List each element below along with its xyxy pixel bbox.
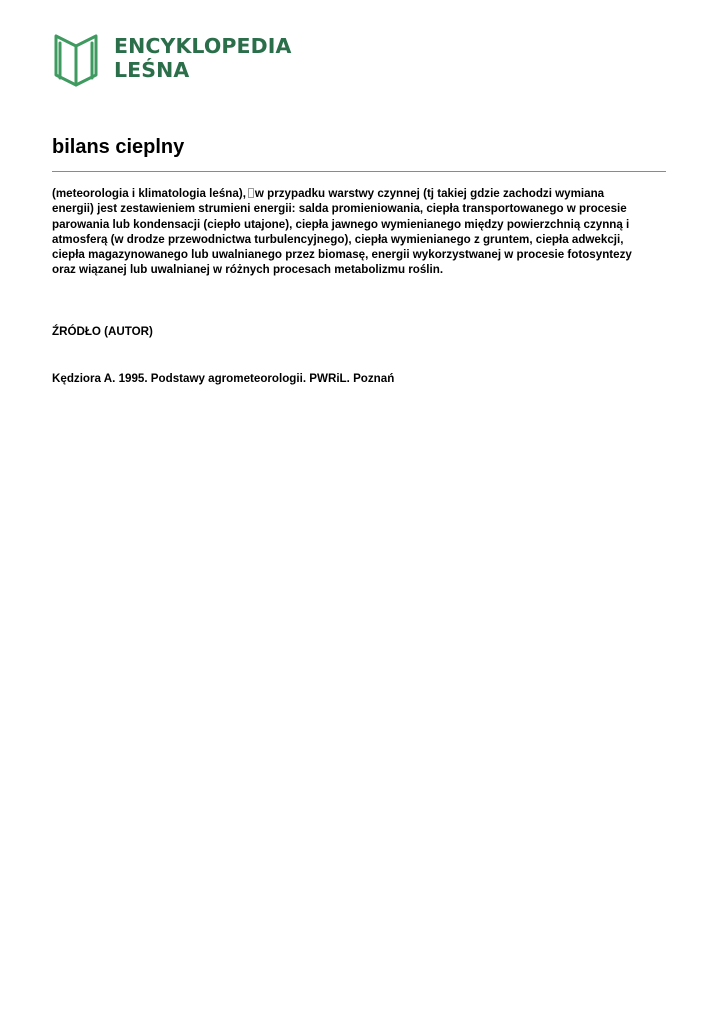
- entry-definition: [52, 186, 666, 278]
- entry-title: bilans cieplny: [52, 136, 185, 158]
- missing-glyph-box: [248, 188, 254, 198]
- open-book-icon: [52, 33, 100, 88]
- logo-wordmark: [114, 34, 291, 82]
- source-citation: Kędziora A. 1995. Podstawy agrometeorologii. PWRiL. Poznań: [52, 372, 395, 385]
- logo-line-2: LEŚNA: [114, 58, 190, 82]
- definition-line-3: parowania lub kondensacji (ciepło utajone), ciepła jawnego wymienianego między powierzchnią czynną i: [52, 217, 630, 231]
- definition-line-1-end: w przypadku warstwy czynnej (tj takiej gdzie zachodzi wymiana: [254, 187, 605, 200]
- definition-line-4: atmosferą (w drodze przewodnictwa turbulencyjnego), ciepła wymienianego z gruntem, ciepła adwekcji,: [52, 232, 624, 246]
- title-divider: [52, 171, 666, 172]
- definition-line-6: oraz wiązanej lub uwalnianej w różnych procesach metabolizmu roślin.: [52, 263, 444, 277]
- definition-line-2: energii) jest zestawieniem strumieni energii: salda promieniowania, ciepła transportowanego w procesie: [52, 202, 627, 216]
- definition-line-1: [52, 186, 666, 201]
- definition-line-5: ciepła magazynowanego lub uwalnianego przez biomasę, energii wykorzystwanej w procesie fotosyntezy: [52, 248, 632, 262]
- definition-line-1-start: (meteorologia i klimatologia leśna),: [52, 187, 246, 200]
- logo-line-1: ENCYKLOPEDIA: [114, 34, 292, 58]
- source-heading: ŹRÓDŁO (AUTOR): [52, 325, 153, 338]
- site-logo[interactable]: [52, 33, 291, 88]
